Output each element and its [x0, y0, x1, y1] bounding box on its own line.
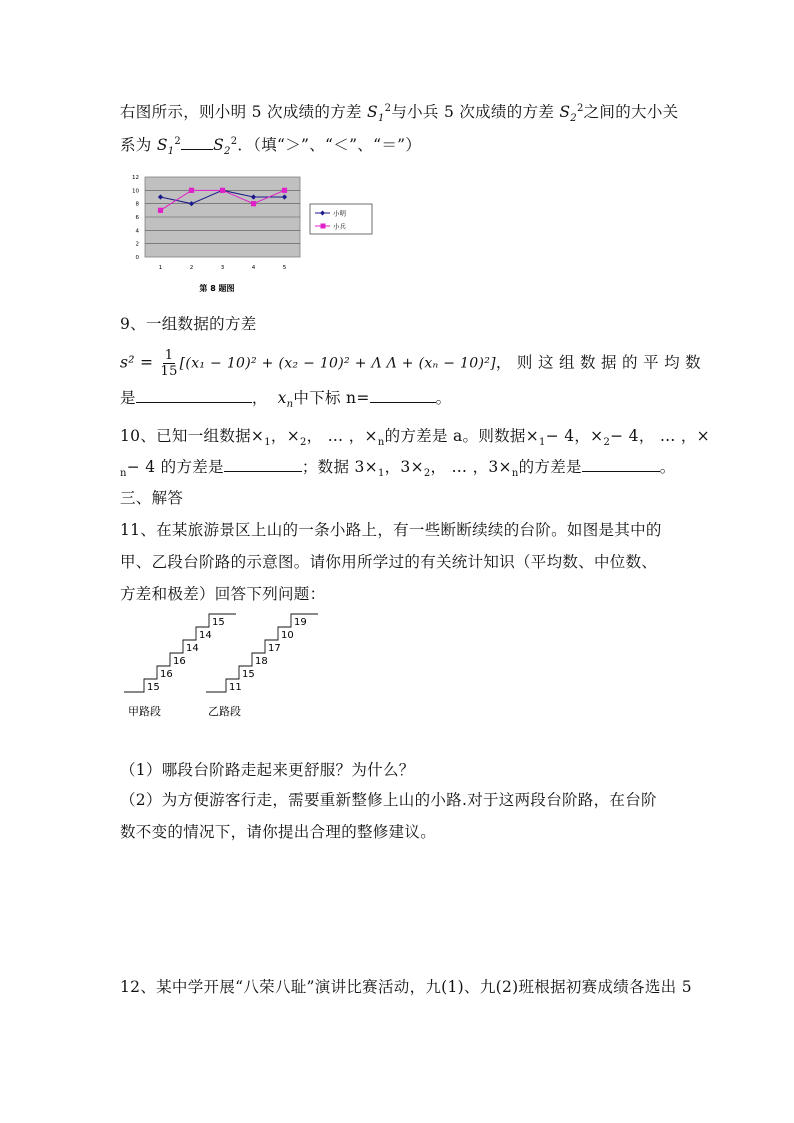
q10-sub2: 2: [299, 437, 307, 449]
y-tick-label: 12: [132, 175, 139, 181]
q8-text-b: 与小兵 5 次成绩的方差: [391, 103, 560, 121]
s1-sq: 2: [384, 102, 392, 114]
point-xiaobing: [251, 201, 256, 206]
q11-line3: 方差和极差）回答下列问题：: [120, 585, 326, 603]
q10-line2-c: ，3×: [384, 458, 424, 476]
q10-variance-blank-2[interactable]: [582, 457, 660, 472]
s1-sub: 1: [377, 113, 385, 125]
s1-symbol-2: S: [156, 136, 168, 154]
q10-c: ， … ，×: [306, 427, 378, 445]
q11-sub2-line1: （2）为方便游客行走，需要重新整修上山的小路.对于这两段台阶路，在台阶: [120, 791, 657, 809]
q9-title: 9、一组数据的方差: [120, 315, 257, 333]
section-3-heading: 三、解答: [120, 489, 184, 507]
q10-f: − 4， … ，×: [610, 427, 710, 445]
q10-sub1b: 1: [539, 437, 546, 449]
x-tick-label: 1: [158, 265, 163, 271]
q11-sub2-line2: 数不变的情况下，请你提出合理的整修建议。: [120, 823, 437, 841]
q10-subn-b: n: [120, 468, 127, 480]
s1-sub-2: 1: [167, 146, 175, 158]
q10-d: 的方差是 a。则数据×: [384, 427, 540, 445]
s2-symbol: S: [559, 103, 571, 121]
step-height-label: 14: [199, 630, 212, 641]
y-tick-label: 8: [135, 201, 139, 208]
point-xiaobing: [220, 188, 225, 193]
y-tick-label: 10: [132, 188, 139, 195]
fraction-denominator: 15: [160, 364, 178, 379]
q8-line2: [120, 133, 421, 157]
s2-sub: 2: [570, 113, 577, 125]
jia-staircase: [124, 614, 236, 693]
q10-line2-a: − 4 的方差是: [126, 458, 224, 476]
q9-mean-blank[interactable]: [136, 388, 252, 403]
y-tick-label: 2: [135, 241, 139, 248]
q12-line1: 12、某中学开展“八荣八耻”演讲比赛活动，九(1)、九(2)班根据初赛成绩各选出 5: [120, 978, 692, 996]
s1-sq-2: 2: [174, 135, 182, 147]
q8-line2-b: ．（填“＞”、“＜”、“＝”）: [237, 136, 422, 154]
q10-line2-b: ；数据 3×: [301, 458, 378, 476]
q10-b: ，×: [270, 427, 300, 445]
q10-sub2c: 2: [423, 468, 431, 480]
q10-line2-f: 。: [659, 458, 676, 476]
step-height-label: 15: [212, 617, 225, 628]
s1-symbol: S: [367, 103, 378, 121]
q8-line-chart: [120, 172, 380, 297]
q9-n-blank[interactable]: [370, 388, 436, 403]
q10-line2: [120, 455, 676, 479]
xn-sub: n: [286, 399, 294, 411]
point-xiaobing: [189, 188, 194, 193]
point-xiaobing: [282, 188, 287, 193]
q10-a: 10、已知一组数据×: [120, 427, 265, 445]
y-tick-label: 0: [135, 255, 139, 261]
step-height-label: 17: [268, 643, 281, 654]
jia-label: 甲路段: [128, 705, 161, 718]
q9-line3-c: 中下标 n=: [293, 389, 370, 407]
q11-line1: 11、在某旅游景区上山的一条小路上，有一些断断续续的台阶。如图是其中的: [120, 521, 662, 539]
x-tick-label: 5: [282, 265, 287, 271]
legend-label-xiaoming: 小明: [333, 209, 346, 218]
q10-sub2b: 2: [603, 437, 611, 449]
step-height-label: 16: [160, 669, 173, 680]
step-height-label: 15: [147, 682, 160, 693]
formula-lhs: s² =: [120, 353, 159, 372]
q10-e: − 4，×: [545, 427, 604, 445]
xn-symbol: x: [277, 389, 287, 407]
formula-body: [(x₁ − 10)² + (x₂ − 10)² + Λ Λ + (xₙ − 10)²]: [179, 355, 496, 372]
x-tick-label: 2: [189, 265, 194, 271]
step-height-label: 18: [255, 656, 268, 667]
q9-tail: ， 则 这 组 数 据 的 平 均 数: [495, 353, 701, 372]
q10-subn-c: n: [511, 468, 519, 480]
step-height-label: 10: [281, 630, 294, 641]
fraction-numerator: 1: [164, 348, 174, 363]
q9-formula-line: [120, 348, 701, 379]
y-tick-label: 6: [135, 215, 139, 221]
s2-symbol-2: S: [213, 136, 225, 154]
y-tick-label: 4: [135, 228, 139, 235]
step-height-label: 14: [186, 643, 199, 654]
q10-line1: [120, 424, 710, 448]
chart-caption: 第 8 题图: [199, 284, 235, 293]
q10-sub1c: 1: [377, 468, 385, 480]
q10-sub1: 1: [264, 437, 271, 449]
q8-text-c: 之间的大小关: [583, 103, 679, 121]
legend-label-xiaobing: 小兵: [333, 222, 346, 231]
q10-line2-d: ， … ，3×: [430, 458, 512, 476]
q9-line3-d: 。: [435, 389, 452, 407]
q8-line1: [120, 100, 678, 124]
s2-sq: 2: [576, 102, 584, 114]
yi-label: 乙路段: [208, 705, 241, 718]
q10-line2-e: 的方差是: [518, 458, 582, 476]
q8-answer-blank[interactable]: [181, 135, 213, 150]
x-tick-label: 3: [220, 265, 225, 271]
q10-subn: n: [377, 437, 385, 449]
step-height-label: 15: [242, 669, 255, 680]
q8-text-a: 右图所示，则小明 5 次成绩的方差: [120, 103, 368, 121]
legend-marker-xiaobing: [321, 224, 326, 229]
q9-line3-b: ，: [251, 389, 268, 407]
step-height-label: 16: [173, 656, 186, 667]
staircase-diagram: [120, 612, 340, 722]
point-xiaobing: [158, 208, 163, 213]
q11-line2: 甲、乙段台阶路的示意图。请你用所学过的有关统计知识（平均数、中位数、: [120, 553, 658, 571]
s2-sq-2: 2: [230, 135, 238, 147]
q8-line2-a: 系为: [120, 136, 157, 154]
q9-line3-a: 是: [120, 389, 136, 407]
step-height-label: 19: [294, 617, 307, 628]
fraction: [161, 348, 178, 379]
q9-line3: [120, 386, 451, 410]
q11-sub1: （1）哪段台阶路走起来更舒服？为什么？: [120, 761, 415, 779]
q10-variance-blank-1[interactable]: [224, 457, 302, 472]
step-height-label: 11: [229, 682, 242, 693]
x-tick-label: 4: [251, 265, 256, 271]
s2-sub-2: 2: [224, 146, 231, 158]
